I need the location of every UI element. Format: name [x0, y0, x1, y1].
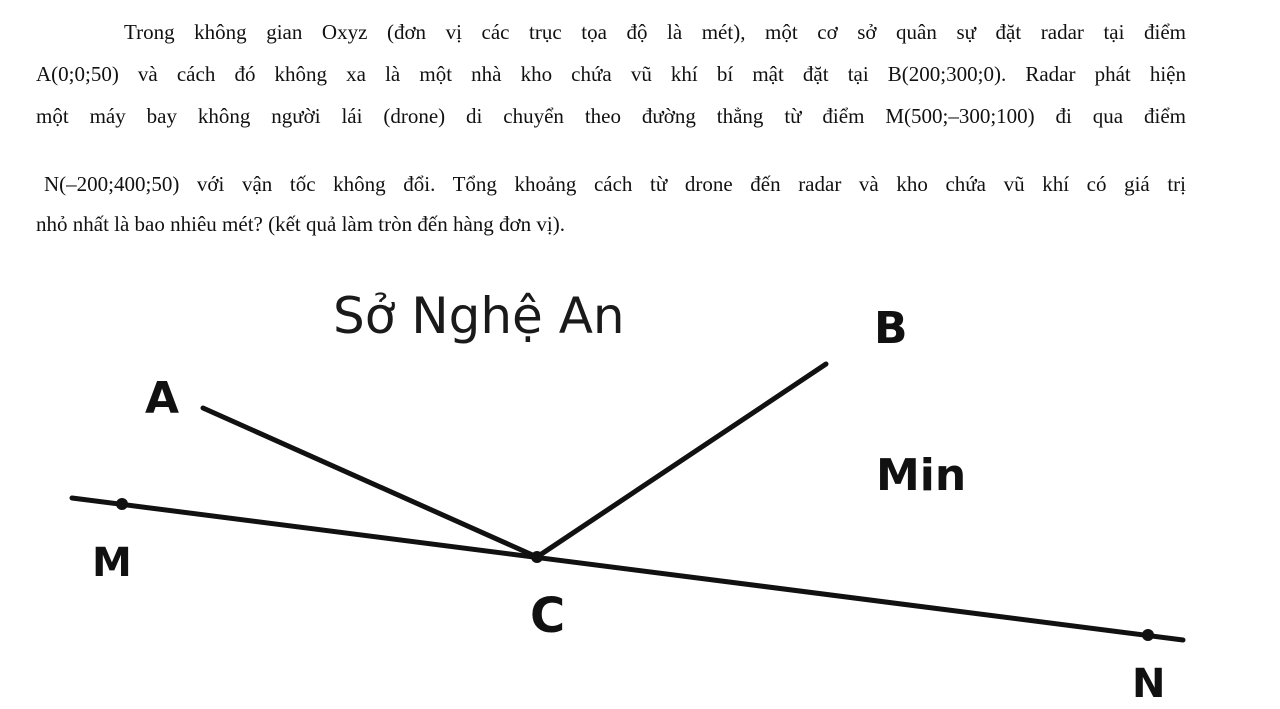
label-n: N: [1132, 661, 1166, 707]
diagram-title: Sở Nghệ An: [333, 287, 625, 345]
problem-line-2: A(0;0;50) và cách đó không xa là một nhà kho chứa vũ khí bí mật đặt tại B(200;300;0). Radar phát hiện: [36, 62, 1186, 86]
point-m: [116, 498, 128, 510]
label-a: A: [145, 373, 180, 424]
problem-line-1: Trong không gian Oxyz (đơn vị các trục tọa độ là mét), một cơ sở quân sự đặt radar tại điểm: [124, 20, 1186, 44]
label-c: C: [530, 588, 566, 644]
label-min: Min: [876, 450, 967, 501]
point-n: [1142, 629, 1154, 641]
point-c: [531, 551, 543, 563]
problem-line-5: nhỏ nhất là bao nhiêu mét? (kết quả làm tròn đến hàng đơn vị).: [36, 212, 565, 236]
line-mn: [72, 498, 1183, 640]
problem-line-3: một máy bay không người lái (drone) di chuyển theo đường thẳng từ điểm M(500;–300;100) đi qua điểm: [36, 104, 1186, 128]
problem-line-4: N(–200;400;50) với vận tốc không đổi. Tổng khoảng cách từ drone đến radar và kho chứa vũ khí có giá trị: [44, 172, 1186, 196]
label-m: M: [92, 540, 132, 586]
segment-cb: [537, 364, 826, 557]
label-b: B: [874, 303, 908, 354]
